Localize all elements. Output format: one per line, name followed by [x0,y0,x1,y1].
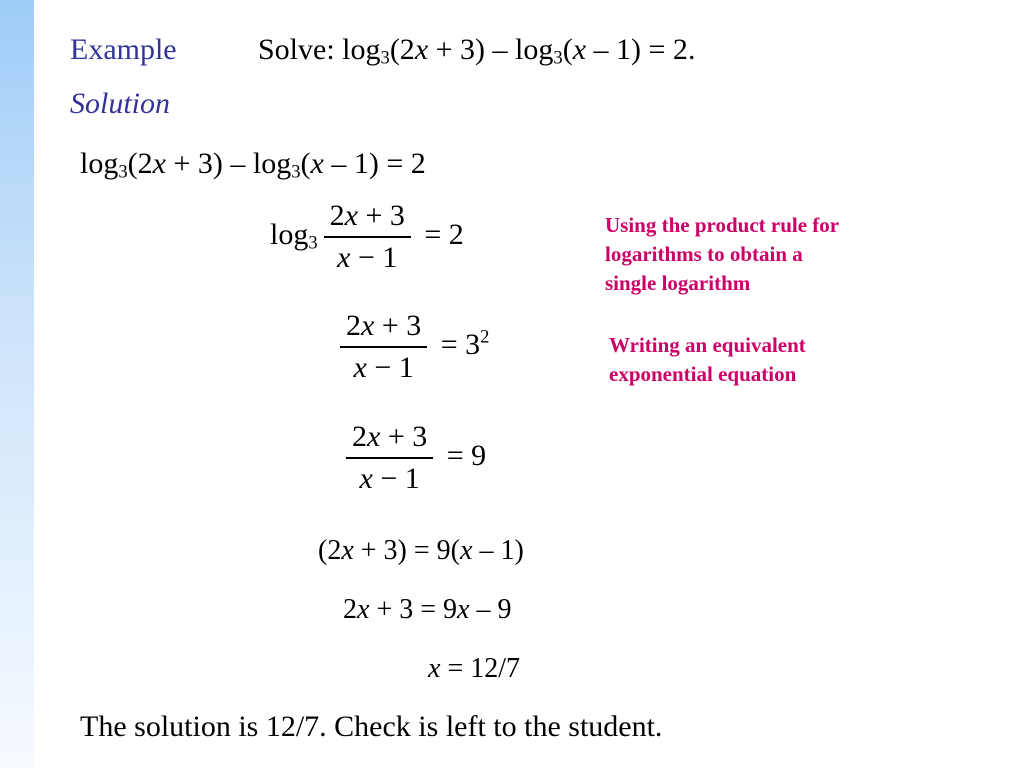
problem-log: log [342,33,381,66]
decorative-sidebar [0,0,34,768]
eq2-log: log [270,217,309,251]
conclusion-text: The solution is 12/7. Check is left to the student. [80,710,663,743]
eq1-var1: x [152,147,166,180]
eq1-mid: + 3) – log [165,147,292,180]
eq1-var2: x [310,147,324,180]
eq3-numerator: 2x + 3 [346,309,422,342]
problem-statement: Solve: $\log_3(2x + 3) - \log_3(x - 1) = 2$. [258,33,696,69]
eq3-denominator: x − 1 [353,351,414,384]
problem-arg1: (2 [389,33,415,66]
solution-label: Solution [70,87,171,120]
eq3-fraction [340,306,427,388]
example-label: Example [70,33,177,66]
equation-step-7: x = 12/7 [428,653,521,684]
eq2-fraction [324,196,411,278]
note-product-rule: Using the product rule for logarithms to obtain a single logarithm [605,213,840,295]
equation-line-1 [80,147,426,181]
eq4-rhs: = 9 [439,438,487,472]
equation-step-3 [334,306,489,388]
eq1-arg1: (2 [127,147,153,180]
eq1-base2: 3 [291,161,301,183]
eq4-fraction [346,417,433,499]
eq4-numerator: 2x + 3 [352,420,428,453]
equation-step-4 [340,417,486,499]
problem-mid: + 3) – log [428,33,554,66]
eq1-rest: – 1) = 2 [323,147,426,180]
eq3-exponent: 2 [480,326,490,348]
problem-prefix: Solve: [258,33,343,66]
problem-base: 3 [380,47,390,69]
problem-base2: 3 [553,47,563,69]
problem-arg2: ( [562,33,573,66]
eq1-log: log [80,147,119,180]
note-exponential: Writing an equivalent exponential equation [609,333,806,386]
problem-var1: x [414,33,429,66]
eq3-rhs: = 3 [433,327,481,361]
eq2-base: 3 [308,232,318,254]
eq2-rhs: = 2 [416,217,464,251]
equation-step-2 [270,196,464,278]
equation-step-5: (2x + 3) = 9(x – 1) [318,535,524,566]
eq1-base: 3 [118,161,128,183]
eq2-numerator: 2x + 3 [329,199,405,232]
problem-rest: – 1) = 2 [586,33,688,66]
eq4-denominator: x − 1 [359,462,420,495]
problem-var2: x [572,33,587,66]
equation-step-6: 2x + 3 = 9x – 9 [343,594,512,625]
eq1-arg2: ( [300,147,311,180]
eq2-denominator: x − 1 [337,241,398,274]
